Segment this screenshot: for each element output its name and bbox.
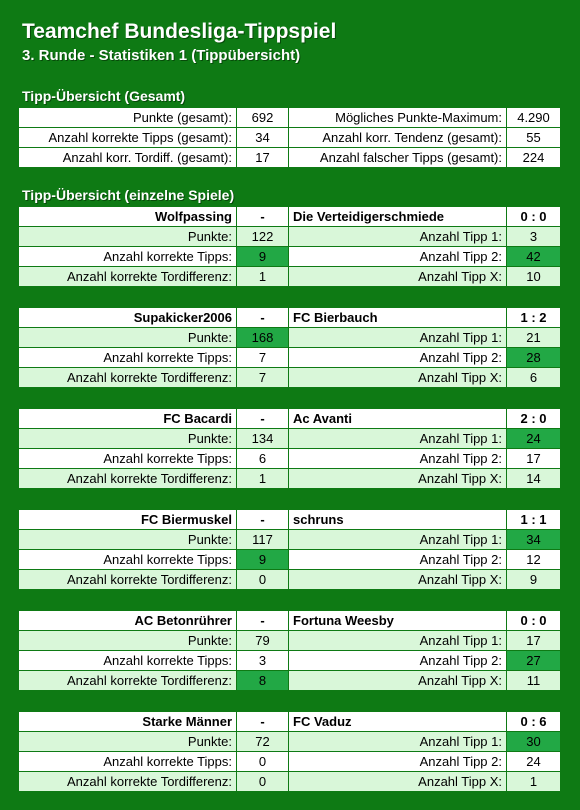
game-stat-row xyxy=(19,671,561,691)
game-stat-row xyxy=(19,772,561,792)
tipx-value: 11 xyxy=(507,671,561,691)
game-stat-row xyxy=(19,348,561,368)
overview-value: 17 xyxy=(237,148,289,168)
page-subtitle: 3. Runde - Statistiken 1 (Tippübersicht) xyxy=(22,47,301,64)
tipx-label: Anzahl Tipp X: xyxy=(289,267,507,287)
tipx-value: 1 xyxy=(507,772,561,792)
vs-dash: - xyxy=(237,611,289,631)
overview-heading: Tipp-Übersicht (Gesamt) xyxy=(22,88,186,104)
tip2-value: 27 xyxy=(507,651,561,671)
points-value: 72 xyxy=(237,732,289,752)
tip2-value: 28 xyxy=(507,348,561,368)
points-label: Punkte: xyxy=(19,429,237,449)
away-team: Fortuna Weesby xyxy=(289,611,507,631)
correct-tips-label: Anzahl korrekte Tipps: xyxy=(19,752,237,772)
tipx-label: Anzahl Tipp X: xyxy=(289,570,507,590)
home-team: Wolfpassing xyxy=(19,207,237,227)
points-label: Punkte: xyxy=(19,732,237,752)
tip2-value: 12 xyxy=(507,550,561,570)
overview-value: 4.290 xyxy=(507,108,561,128)
game-table xyxy=(18,206,561,287)
overview-row xyxy=(19,148,561,168)
home-team: AC Betonrührer xyxy=(19,611,237,631)
tip2-value: 42 xyxy=(507,247,561,267)
goal-diff-value: 1 xyxy=(237,469,289,489)
goal-diff-value: 0 xyxy=(237,772,289,792)
home-team: FC Biermuskel xyxy=(19,510,237,530)
overview-label: Punkte (gesamt): xyxy=(19,108,237,128)
match-score: 2 : 0 xyxy=(507,409,561,429)
away-team: FC Vaduz xyxy=(289,712,507,732)
tip2-label: Anzahl Tipp 2: xyxy=(289,550,507,570)
overview-value: 692 xyxy=(237,108,289,128)
overview-row xyxy=(19,108,561,128)
game-stat-row xyxy=(19,449,561,469)
tip2-label: Anzahl Tipp 2: xyxy=(289,651,507,671)
tip1-label: Anzahl Tipp 1: xyxy=(289,429,507,449)
correct-tips-value: 0 xyxy=(237,752,289,772)
points-label: Punkte: xyxy=(19,328,237,348)
home-team: Starke Männer xyxy=(19,712,237,732)
correct-tips-label: Anzahl korrekte Tipps: xyxy=(19,348,237,368)
overview-value: 55 xyxy=(507,128,561,148)
overview-label: Anzahl falscher Tipps (gesamt): xyxy=(289,148,507,168)
correct-tips-label: Anzahl korrekte Tipps: xyxy=(19,247,237,267)
tip1-label: Anzahl Tipp 1: xyxy=(289,227,507,247)
goal-diff-label: Anzahl korrekte Tordifferenz: xyxy=(19,570,237,590)
overview-value: 224 xyxy=(507,148,561,168)
tip2-label: Anzahl Tipp 2: xyxy=(289,247,507,267)
tip1-value: 24 xyxy=(507,429,561,449)
away-team: Ac Avanti xyxy=(289,409,507,429)
goal-diff-value: 8 xyxy=(237,671,289,691)
match-score: 1 : 1 xyxy=(507,510,561,530)
game-stat-row xyxy=(19,550,561,570)
overview-label: Mögliches Punkte-Maximum: xyxy=(289,108,507,128)
tipx-value: 10 xyxy=(507,267,561,287)
game-stat-row xyxy=(19,732,561,752)
page-title: Teamchef Bundesliga-Tippspiel xyxy=(22,20,337,43)
tip1-value: 3 xyxy=(507,227,561,247)
vs-dash: - xyxy=(237,712,289,732)
goal-diff-label: Anzahl korrekte Tordifferenz: xyxy=(19,368,237,388)
overview-label: Anzahl korr. Tordiff. (gesamt): xyxy=(19,148,237,168)
vs-dash: - xyxy=(237,308,289,328)
tip1-value: 34 xyxy=(507,530,561,550)
goal-diff-value: 1 xyxy=(237,267,289,287)
game-stat-row xyxy=(19,570,561,590)
tipx-label: Anzahl Tipp X: xyxy=(289,368,507,388)
overview-value: 34 xyxy=(237,128,289,148)
game-stat-row xyxy=(19,247,561,267)
tip2-label: Anzahl Tipp 2: xyxy=(289,752,507,772)
tip1-value: 30 xyxy=(507,732,561,752)
points-value: 168 xyxy=(237,328,289,348)
home-team: Supakicker2006 xyxy=(19,308,237,328)
away-team: Die Verteidigerschmiede xyxy=(289,207,507,227)
game-stat-row xyxy=(19,227,561,247)
away-team: FC Bierbauch xyxy=(289,308,507,328)
points-value: 122 xyxy=(237,227,289,247)
tip1-label: Anzahl Tipp 1: xyxy=(289,631,507,651)
correct-tips-value: 6 xyxy=(237,449,289,469)
tip2-label: Anzahl Tipp 2: xyxy=(289,348,507,368)
game-table xyxy=(18,307,561,388)
game-table xyxy=(18,509,561,590)
game-header-row xyxy=(19,712,561,732)
correct-tips-label: Anzahl korrekte Tipps: xyxy=(19,550,237,570)
game-header-row xyxy=(19,207,561,227)
vs-dash: - xyxy=(237,207,289,227)
goal-diff-label: Anzahl korrekte Tordifferenz: xyxy=(19,469,237,489)
overview-table xyxy=(18,107,561,168)
match-score: 0 : 0 xyxy=(507,611,561,631)
goal-diff-value: 7 xyxy=(237,368,289,388)
tip1-label: Anzahl Tipp 1: xyxy=(289,530,507,550)
points-value: 134 xyxy=(237,429,289,449)
games-heading: Tipp-Übersicht (einzelne Spiele) xyxy=(22,187,235,203)
correct-tips-value: 9 xyxy=(237,247,289,267)
correct-tips-value: 3 xyxy=(237,651,289,671)
game-stat-row xyxy=(19,651,561,671)
tipx-label: Anzahl Tipp X: xyxy=(289,772,507,792)
vs-dash: - xyxy=(237,409,289,429)
game-header-row xyxy=(19,308,561,328)
tipx-label: Anzahl Tipp X: xyxy=(289,469,507,489)
points-value: 79 xyxy=(237,631,289,651)
tip1-label: Anzahl Tipp 1: xyxy=(289,328,507,348)
match-score: 1 : 2 xyxy=(507,308,561,328)
match-score: 0 : 0 xyxy=(507,207,561,227)
correct-tips-value: 9 xyxy=(237,550,289,570)
goal-diff-label: Anzahl korrekte Tordifferenz: xyxy=(19,671,237,691)
points-value: 117 xyxy=(237,530,289,550)
game-table xyxy=(18,711,561,792)
tipx-value: 9 xyxy=(507,570,561,590)
tip2-value: 24 xyxy=(507,752,561,772)
tip1-label: Anzahl Tipp 1: xyxy=(289,732,507,752)
game-header-row xyxy=(19,611,561,631)
game-table xyxy=(18,408,561,489)
home-team: FC Bacardi xyxy=(19,409,237,429)
game-header-row xyxy=(19,510,561,530)
correct-tips-value: 7 xyxy=(237,348,289,368)
tipx-label: Anzahl Tipp X: xyxy=(289,671,507,691)
game-stat-row xyxy=(19,267,561,287)
goal-diff-label: Anzahl korrekte Tordifferenz: xyxy=(19,267,237,287)
game-stat-row xyxy=(19,631,561,651)
vs-dash: - xyxy=(237,510,289,530)
correct-tips-label: Anzahl korrekte Tipps: xyxy=(19,651,237,671)
game-stat-row xyxy=(19,429,561,449)
overview-label: Anzahl korrekte Tipps (gesamt): xyxy=(19,128,237,148)
game-stat-row xyxy=(19,328,561,348)
game-stat-row xyxy=(19,530,561,550)
points-label: Punkte: xyxy=(19,530,237,550)
correct-tips-label: Anzahl korrekte Tipps: xyxy=(19,449,237,469)
tip1-value: 21 xyxy=(507,328,561,348)
tip1-value: 17 xyxy=(507,631,561,651)
tip2-value: 17 xyxy=(507,449,561,469)
overview-label: Anzahl korr. Tendenz (gesamt): xyxy=(289,128,507,148)
game-stat-row xyxy=(19,752,561,772)
overview-row xyxy=(19,128,561,148)
points-label: Punkte: xyxy=(19,631,237,651)
tipx-value: 14 xyxy=(507,469,561,489)
match-score: 0 : 6 xyxy=(507,712,561,732)
game-stat-row xyxy=(19,469,561,489)
tipx-value: 6 xyxy=(507,368,561,388)
game-stat-row xyxy=(19,368,561,388)
points-label: Punkte: xyxy=(19,227,237,247)
goal-diff-value: 0 xyxy=(237,570,289,590)
goal-diff-label: Anzahl korrekte Tordifferenz: xyxy=(19,772,237,792)
tip2-label: Anzahl Tipp 2: xyxy=(289,449,507,469)
game-table xyxy=(18,610,561,691)
game-header-row xyxy=(19,409,561,429)
away-team: schruns xyxy=(289,510,507,530)
